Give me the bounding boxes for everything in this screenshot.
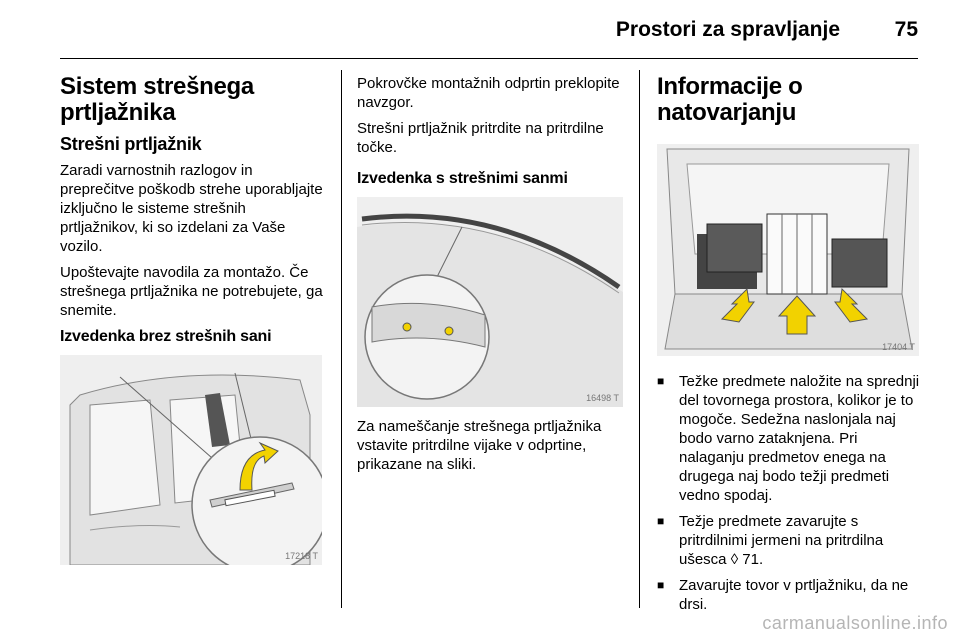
figure-roof-with-rails — [357, 197, 623, 407]
list-item: ■ Težje predmete zavarujte s pritrdilnimi jermeni na pritrdilna ušesca ◊ 71. — [657, 512, 922, 569]
list-item: ■ Zavarujte tovor v prtljažniku, da ne drsi. — [657, 576, 922, 614]
paragraph-safety: Zaradi varnostnih razlogov in preprečitve poškodb strehe uporabljajte izključno le sisteme strešnih prtljažnikov, ki so izdelani za Vaše vozilo. — [60, 162, 323, 255]
figure-load-compartment — [657, 144, 919, 356]
section-heading-roof-rack: Sistem strešnega prtljažnika — [60, 73, 254, 126]
column-1 — [60, 74, 328, 565]
loading-bullet-list — [657, 372, 922, 614]
subheading-roof-rack: Strešni prtljažnik — [60, 134, 202, 154]
watermark: carmanualsonline.info — [762, 613, 948, 633]
column-3 — [657, 74, 922, 621]
column-divider-1 — [341, 70, 342, 608]
header-rule — [60, 58, 918, 59]
paragraph-insert-screws: Za nameščanje strešnega prtljažnika vstavite pritrdilne vijake v odprtine, prikazane na sliki. — [357, 418, 602, 473]
running-title: Prostori za spravljanje — [615, 18, 840, 41]
paragraph-flip-caps: Pokrovčke montažnih odprtin preklopite navzgor. — [357, 75, 620, 111]
column-2 — [357, 74, 627, 481]
paragraph-attach-rack: Strešni prtljažnik pritrdite na pritrdilne točke. — [357, 120, 604, 156]
page-header — [60, 14, 918, 44]
list-item: ■ Težke predmete naložite na sprednji del tovornega prostora, kolikor je to mogoče. Sedežna naslonjala naj bodo varno zataknjena. Pri nalaganju predmetov enega na drugega naj bodo težji predmeti vedno spodaj. — [657, 372, 922, 505]
subsection-with-rails: Izvedenka s strešnimi sanmi — [357, 170, 568, 187]
paragraph-mounting: Upoštevajte navodila za montažo. Če strešnega prtljažnika ne potrebujete, ga snemite. — [60, 264, 323, 319]
section-heading-loading: Informacije o natovarjanju — [657, 73, 803, 126]
figure-code: 16498 T — [586, 393, 619, 403]
page-number: 75 — [894, 18, 918, 41]
column-divider-2 — [639, 70, 640, 608]
figure-roof-without-rails — [60, 355, 322, 565]
figure-code: 17218 T — [285, 551, 318, 561]
subsection-without-rails: Izvedenka brez strešnih sani — [60, 328, 272, 345]
figure-code: 17404 T — [882, 342, 915, 352]
